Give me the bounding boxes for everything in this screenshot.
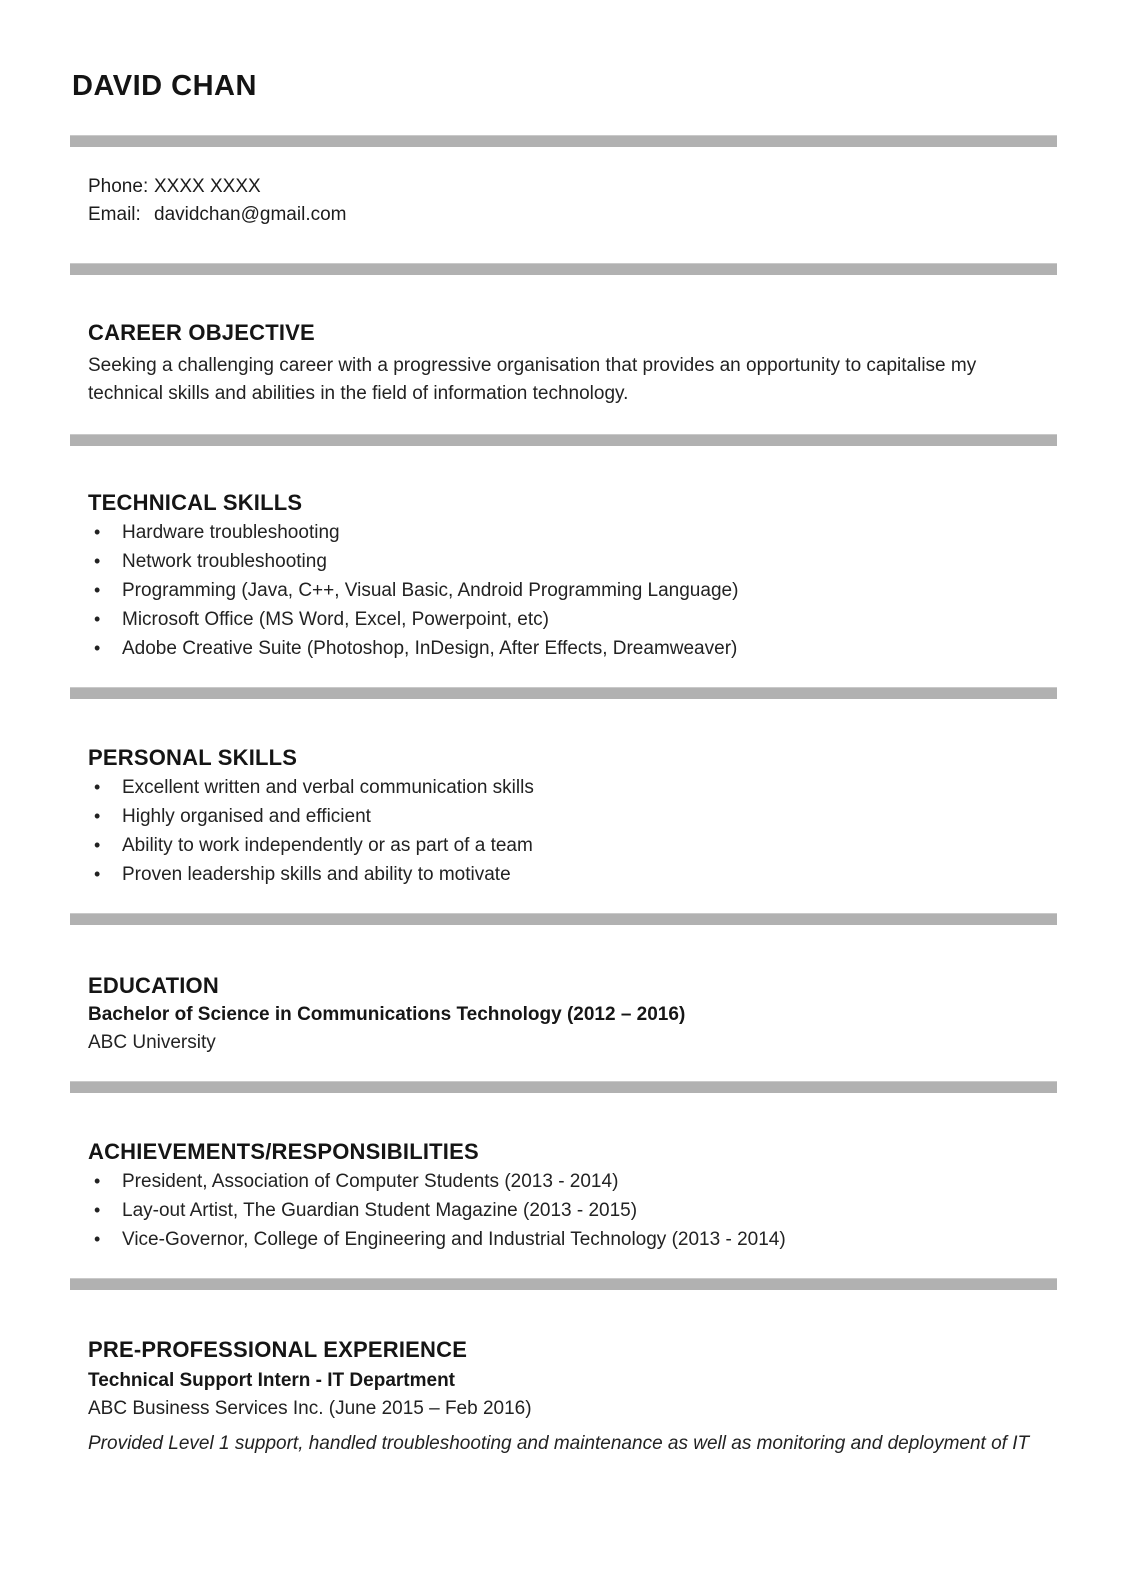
bullet-icon: • [94,580,101,600]
education-degree: Bachelor of Science in Communications Technology (2012 – 2016) [88,1004,686,1025]
list-item-text: President, Association of Computer Students (2013 - 2014) [122,1171,619,1192]
career-objective-title: CAREER OBJECTIVE [88,320,315,345]
section-divider [70,434,1057,446]
education-title: EDUCATION [88,973,219,998]
list-item-text: Excellent written and verbal communication skills [122,777,534,798]
contact-block [88,173,1057,229]
personal-skills-list [88,773,1057,889]
section-divider [70,913,1057,925]
experience-title: PRE-PROFESSIONAL EXPERIENCE [88,1337,468,1362]
bullet-icon: • [94,638,101,658]
email-label: Email: [88,204,141,225]
email-value: davidchan@gmail.com [154,204,347,225]
list-item [88,605,1057,634]
section-divider [70,1278,1057,1290]
section-experience [88,1336,1057,1461]
bullet-icon: • [94,1229,101,1249]
bullet-icon: • [94,1200,101,1220]
list-item-text: Vice-Governor, College of Engineering and Industrial Technology (2013 - 2014) [122,1229,786,1250]
list-item [88,518,1057,547]
experience-role: Technical Support Intern - IT Department [88,1370,456,1391]
section-achievements [88,1138,1057,1254]
achievements-title: ACHIEVEMENTS/RESPONSIBILITIES [88,1139,479,1164]
list-item-text: Lay-out Artist, The Guardian Student Magazine (2013 - 2015) [122,1200,638,1221]
section-technical-skills [88,489,1057,663]
list-item [88,831,1057,860]
list-item [88,547,1057,576]
list-item-text: Hardware troubleshooting [122,522,340,543]
list-item [88,773,1057,802]
list-item-text: Microsoft Office (MS Word, Excel, Powerpoint, etc) [122,609,549,630]
list-item-text: Proven leadership skills and ability to motivate [122,864,511,885]
list-item [88,860,1057,889]
section-divider [70,687,1057,699]
resume-name: DAVID CHAN [72,70,257,102]
section-education [88,972,1057,1057]
section-divider [70,1081,1057,1093]
technical-skills-list [88,518,1057,663]
contact-email-row [88,201,1057,229]
list-item [88,576,1057,605]
bullet-icon: • [94,835,101,855]
career-objective-text: Seeking a challenging career with a progressive organisation that provides an opportunity to capitalise my technical skills and abilities in the field of information technology. [88,355,977,404]
bullet-icon: • [94,864,101,884]
phone-value: XXXX XXXX [154,176,261,197]
bullet-icon: • [94,522,101,542]
bullet-icon: • [94,551,101,571]
list-item [88,1225,1057,1254]
section-divider [70,263,1057,275]
personal-skills-title: PERSONAL SKILLS [88,745,298,770]
bullet-icon: • [94,1171,101,1191]
list-item [88,802,1057,831]
experience-description: Provided Level 1 support, handled troubleshooting and maintenance as well as monitoring and deployment of IT [88,1433,1030,1454]
list-item-text: Programming (Java, C++, Visual Basic, Android Programming Language) [122,580,739,601]
list-item-text: Adobe Creative Suite (Photoshop, InDesign, After Effects, Dreamweaver) [122,638,738,659]
list-item [88,1167,1057,1196]
contact-phone-row [88,173,1057,201]
experience-company: ABC Business Services Inc. (June 2015 – Feb 2016) [88,1398,532,1419]
list-item-text: Highly organised and efficient [122,806,371,827]
list-item-text: Ability to work independently or as part of a team [122,835,533,856]
phone-label: Phone: [88,176,149,197]
bullet-icon: • [94,609,101,629]
section-personal-skills [88,744,1057,889]
achievements-list [88,1167,1057,1254]
list-item [88,634,1057,663]
section-divider [70,135,1057,147]
list-item-text: Network troubleshooting [122,551,327,572]
technical-skills-title: TECHNICAL SKILLS [88,490,303,515]
list-item [88,1196,1057,1225]
section-career-objective [88,319,1057,408]
education-school: ABC University [88,1032,216,1053]
bullet-icon: • [94,777,101,797]
bullet-icon: • [94,806,101,826]
